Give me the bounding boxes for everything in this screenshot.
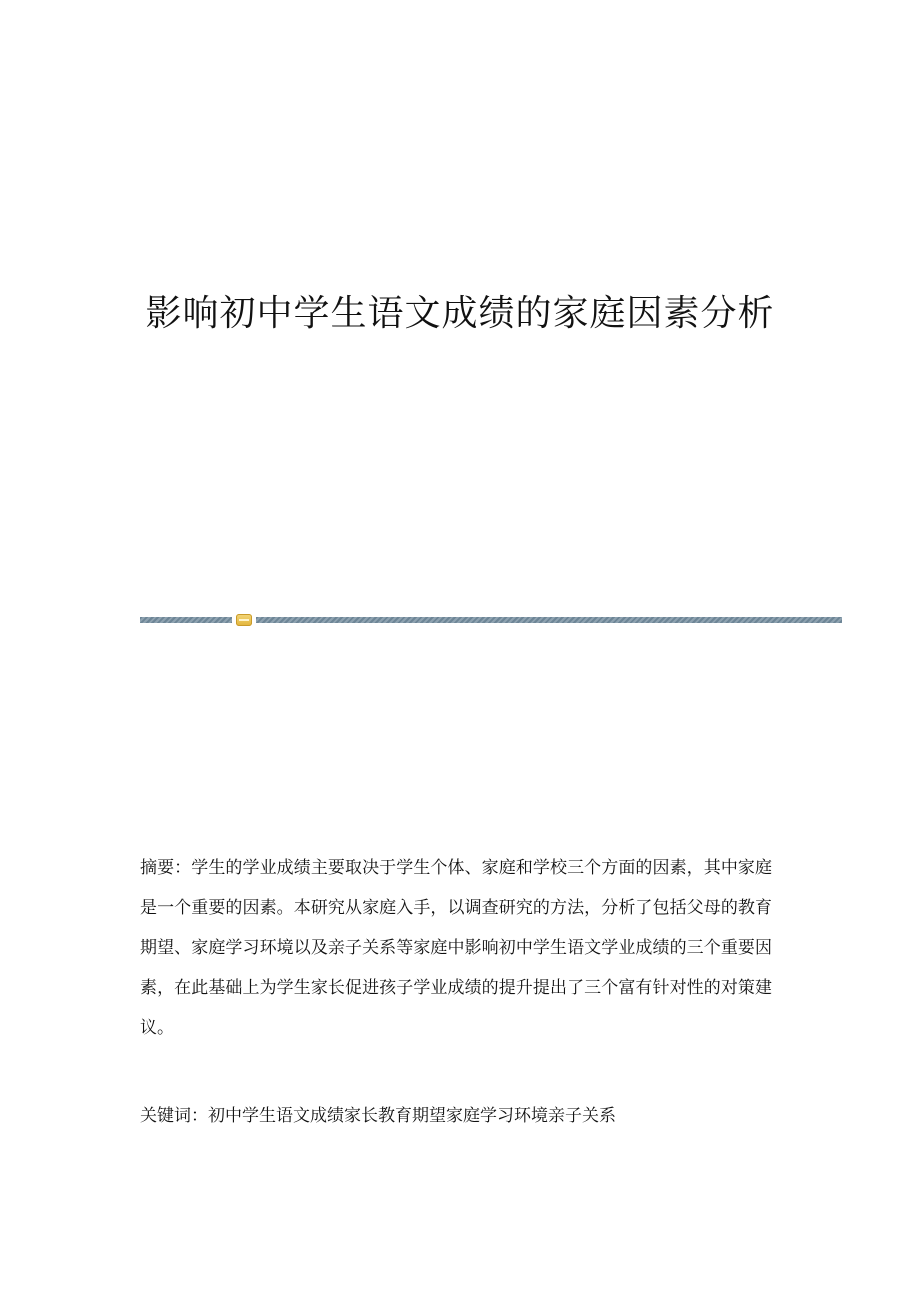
divider-bar-right (256, 617, 842, 623)
divider-bar-left (140, 617, 232, 623)
keywords-label: 关键词： (140, 1106, 208, 1126)
decorative-divider (140, 614, 842, 626)
abstract-text: 学生的学业成绩主要取决于学生个体、家庭和学校三个方面的因素，其中家庭是一个重要的因素。本研究从家庭入手，以调查研究的方法，分析了包括父母的教育期望、家庭学习环境以及亲子关系等家庭中影响初中学生语文学业成绩的三个重要因素，在此基础上为学生家长促进孩子学业成绩的提升提出了三个富有针对性的对策建议。 (140, 858, 772, 1038)
gold-ornament-icon (236, 614, 252, 626)
keywords-line (140, 1096, 772, 1136)
keywords-text: 初中学生语文成绩家长教育期望家庭学习环境亲子关系 (208, 1106, 616, 1126)
abstract-paragraph (140, 848, 772, 1048)
abstract-label: 摘要： (140, 858, 192, 878)
document-title: 影响初中学生语文成绩的家庭因素分析 (145, 293, 775, 335)
